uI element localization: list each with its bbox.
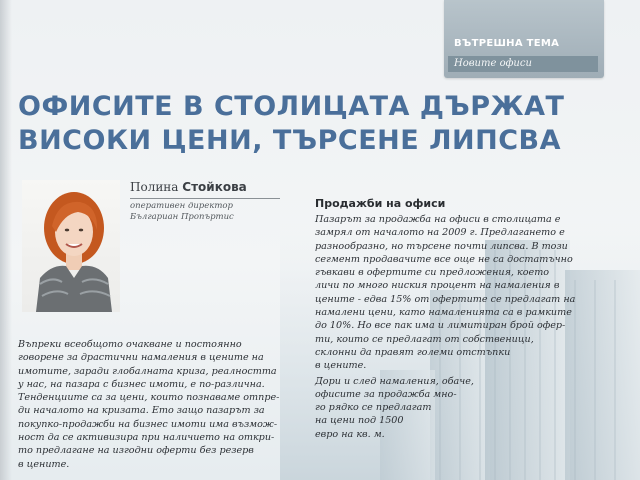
paragraph-line: замрял от началото на 2009 г. Предлагането е <box>315 227 565 239</box>
page-fold-shadow <box>0 0 12 480</box>
author-first-name: Полина <box>130 180 183 194</box>
office-sales-paragraph-1 <box>315 213 627 373</box>
office-sales-paragraph-2 <box>315 375 627 441</box>
headline-line-1: ОФИСИТЕ В СТОЛИЦАТА ДЪРЖАТ <box>18 91 565 122</box>
paragraph-line: гъвкави в офертите си предложения, което <box>315 267 550 279</box>
paragraph-line: сегмент продавачите все още не са достатъчно <box>315 253 573 265</box>
article-headline <box>18 90 578 158</box>
intro-line: то предлагане на изгодни оферти без резерв <box>18 445 254 457</box>
intro-line: ди началото на кризата. Ето защо пазарът за <box>18 405 265 417</box>
intro-line: покупко-продажби на бизнес имоти има възмож- <box>18 418 278 430</box>
author-divider <box>130 198 280 199</box>
author-photo <box>22 180 120 312</box>
section-subtitle: Новите офиси <box>448 56 598 72</box>
paragraph-line: склонни да правят големи отстъпки <box>315 346 511 358</box>
paragraph-line: личи по много ниския процент на намаления в <box>315 280 560 292</box>
intro-paragraph <box>18 338 303 471</box>
paragraph-line: на цени под 1500 <box>315 415 404 427</box>
paragraph-line: в цените. <box>315 360 367 372</box>
intro-line: в цените. <box>18 458 70 470</box>
paragraph-line: намалени цени, като намаленията са в рамките <box>315 307 572 319</box>
section-title: ВЪТРЕШНА ТЕМА <box>454 38 560 49</box>
paragraph-line: го рядко се предлагат <box>315 402 432 414</box>
paragraph-line: до 10%. Но все пак има и лимитиран брой офер- <box>315 320 566 332</box>
author-role <box>130 201 234 223</box>
intro-line: Тенденциите са за цени, които познаваме отпре- <box>18 392 280 404</box>
intro-line: у нас, на пазара с бизнес имоти, е по-различна. <box>18 378 265 390</box>
intro-line: ност да се активизира при наличието на откри- <box>18 432 275 444</box>
paragraph-line: ти, които се предлагат от собственици, <box>315 333 534 345</box>
paragraph-line: Дори и след намаления, обаче, <box>315 375 474 387</box>
section-tab <box>444 0 604 78</box>
office-sales-section <box>315 197 627 441</box>
author-last-name: Стойкова <box>182 180 247 194</box>
paragraph-line: евро на кв. м. <box>315 428 385 440</box>
author-role-title: оперативен директор <box>130 201 233 211</box>
headline-line-2: ВИСОКИ ЦЕНИ, ТЪРСЕНЕ ЛИПСВА <box>18 125 562 156</box>
paragraph-line: цените - едва 15% от офертите се предлагат на <box>315 293 576 305</box>
intro-line: Въпреки всеобщото очакване и постоянно <box>18 339 242 350</box>
author-portrait-image <box>22 180 120 312</box>
paragraph-line: разнообразно, но търсене почти липсва. В този <box>315 240 568 252</box>
intro-line: говорене за драстични намаления в цените на <box>18 352 264 364</box>
author-name <box>130 180 247 194</box>
office-sales-heading: Продажби на офиси <box>315 197 446 210</box>
author-company: Българиан Пропъртис <box>130 212 234 222</box>
paragraph-line: офисите за продажба мно- <box>315 388 457 400</box>
intro-line: имотите, заради глобалната криза, реалността <box>18 365 277 377</box>
paragraph-line: Пазарът за продажба на офиси в столицата е <box>315 214 561 225</box>
